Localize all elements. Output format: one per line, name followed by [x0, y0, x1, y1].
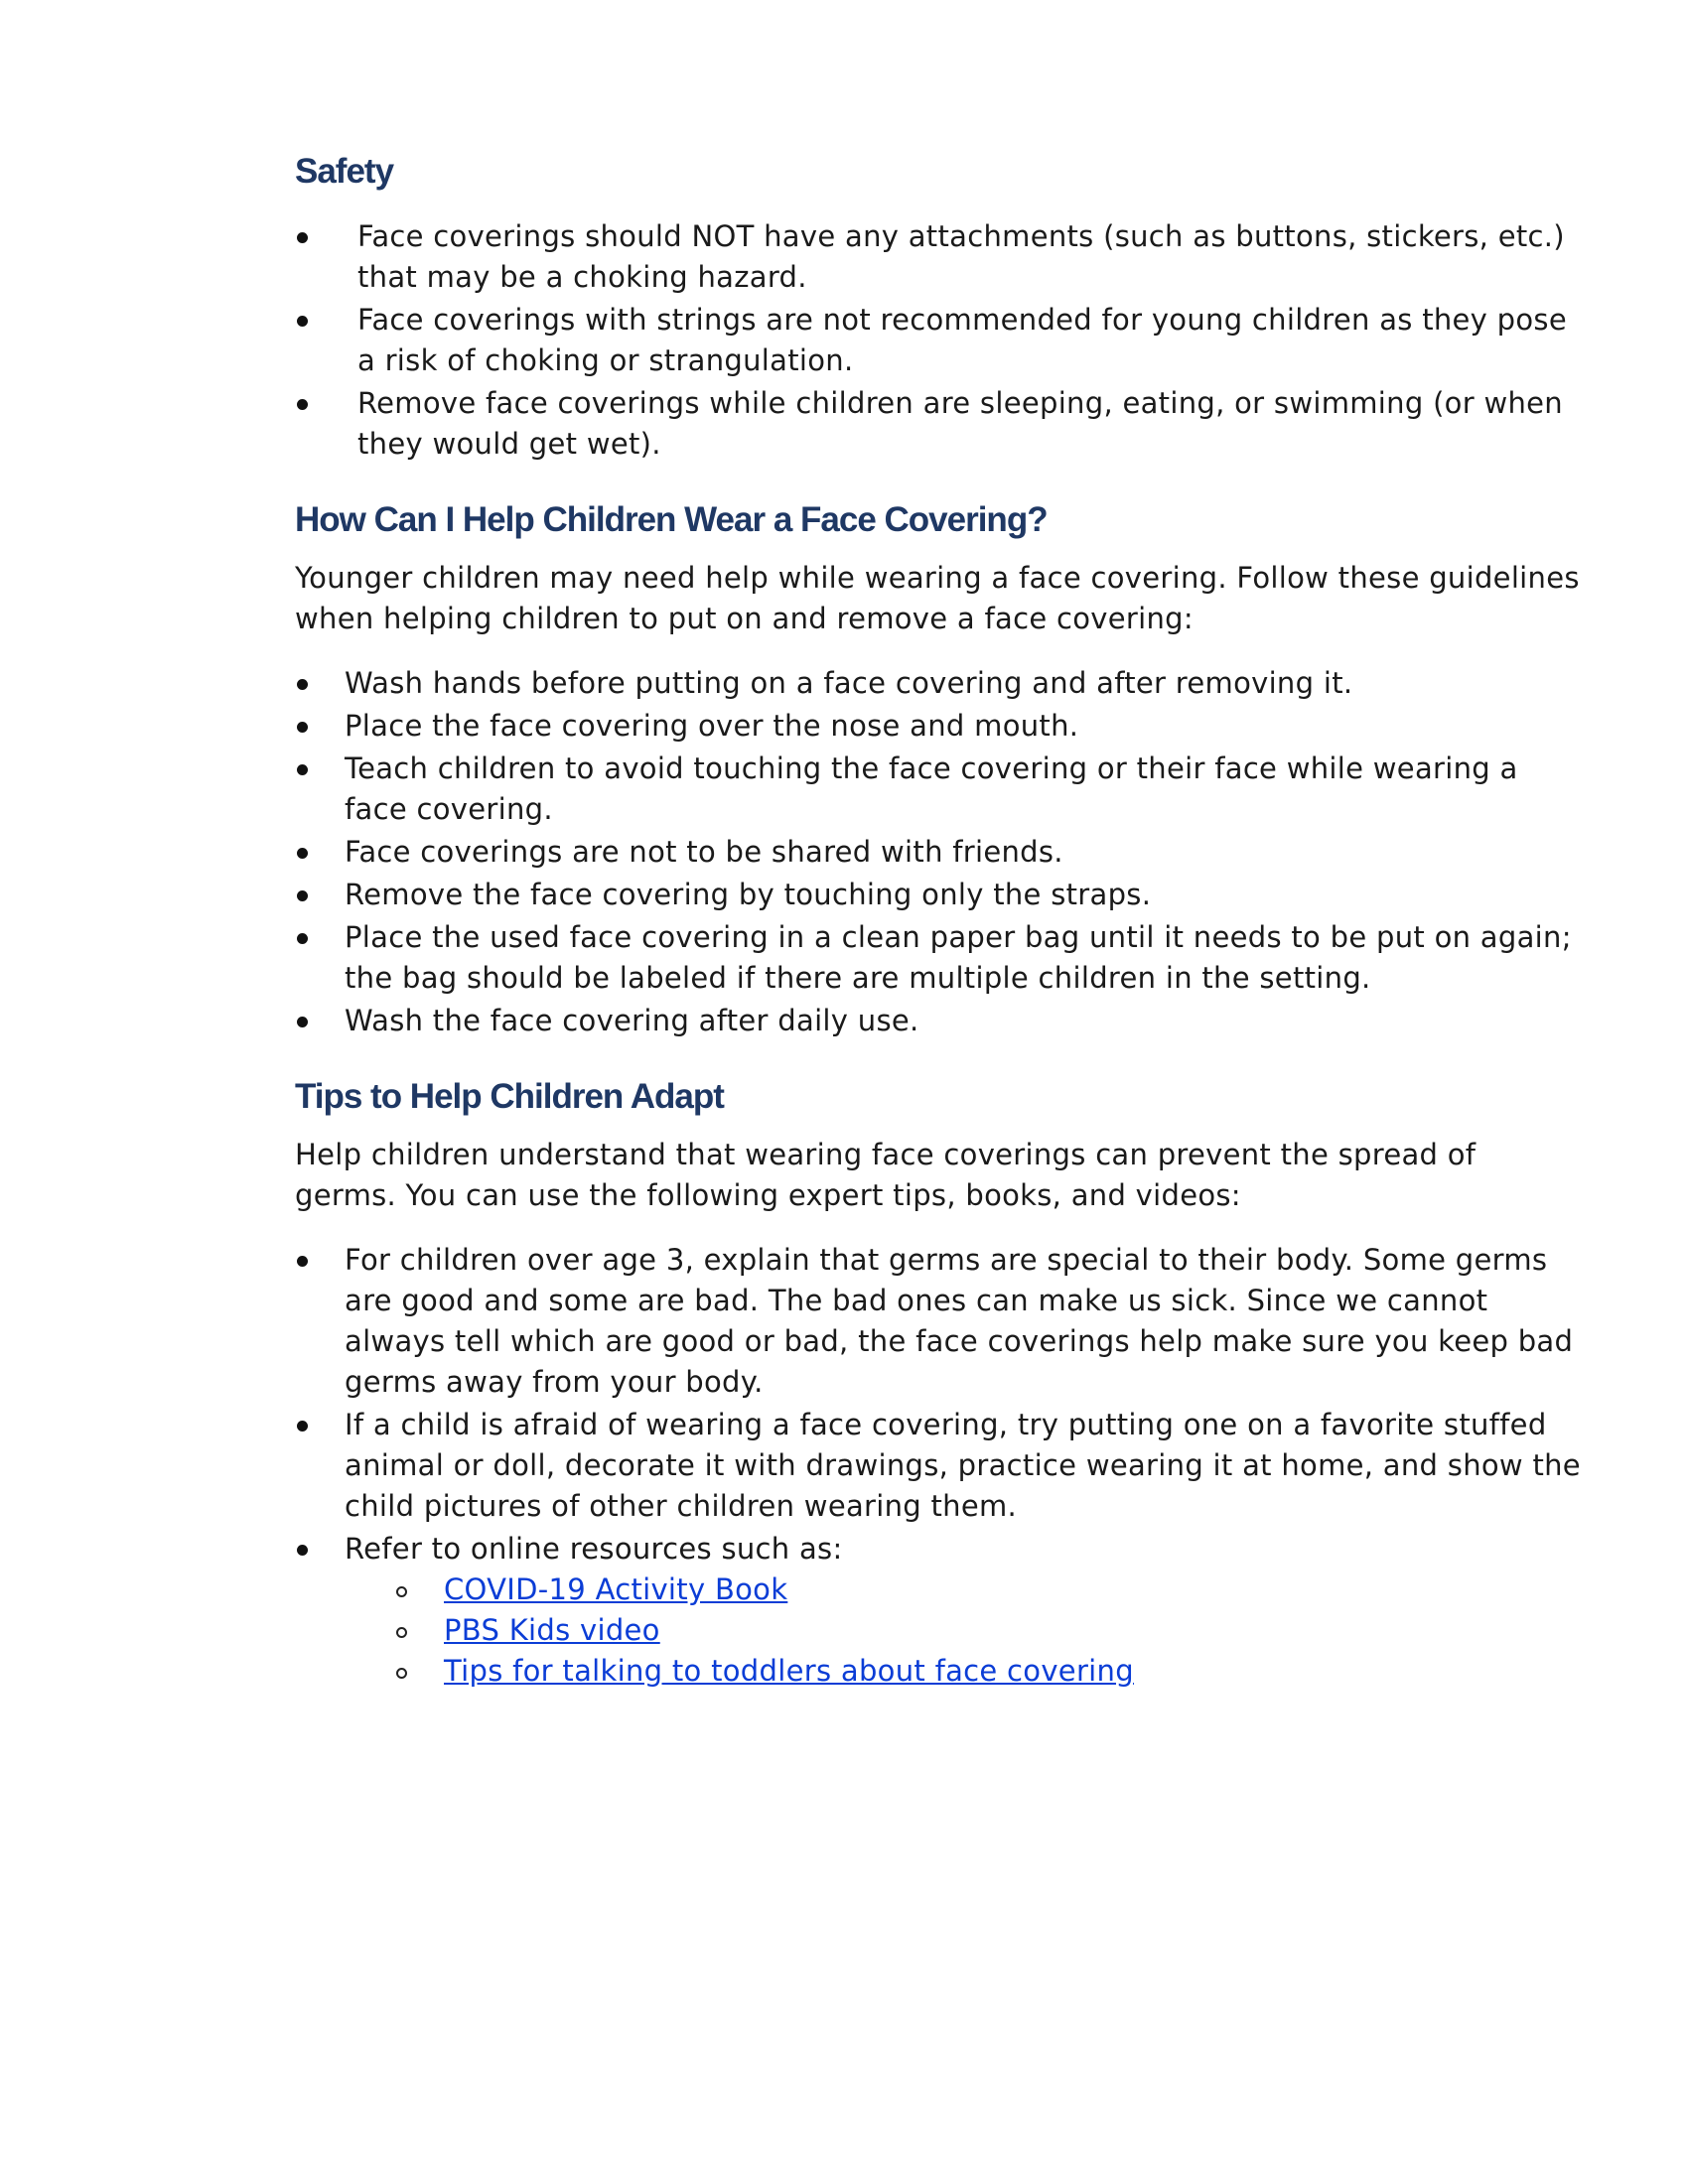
list-item-text: Place the used face covering in a clean paper bag until it needs to be put on again; the bag should be labeled if there are multiple children in the setting.	[345, 920, 1572, 995]
list-item-text: Refer to online resources such as:	[345, 1532, 843, 1566]
list-item-text: Face coverings with strings are not recommended for young children as they pose a risk of choking or strangulation.	[357, 303, 1567, 377]
bullet-icon	[297, 1545, 308, 1556]
bullet-icon	[297, 848, 308, 859]
list-item-text: Remove the face covering by touching only the straps.	[345, 878, 1152, 911]
list-item	[295, 832, 1586, 873]
list-item	[295, 875, 1586, 915]
list-item	[295, 749, 1586, 830]
tips-list	[295, 1240, 1586, 1692]
hollow-bullet-icon	[396, 1627, 407, 1638]
list-item-text: Wash the face covering after daily use.	[345, 1004, 919, 1037]
list-item	[295, 1001, 1586, 1041]
list-item	[295, 663, 1586, 704]
bullet-icon	[297, 890, 308, 901]
list-item	[295, 216, 1586, 298]
list-item-text: Remove face coverings while children are sleeping, eating, or swimming (or when they would get wet).	[357, 386, 1563, 461]
resource-link-item	[295, 1570, 1586, 1610]
hollow-bullet-icon	[396, 1668, 407, 1679]
list-item	[295, 300, 1586, 381]
help-intro: Younger children may need help while wearing a face covering. Follow these guidelines when helping children to put on and remove a face covering:	[295, 561, 1580, 635]
document-page	[295, 149, 1586, 1694]
resource-link-item	[295, 1651, 1586, 1692]
list-item-text: Place the face covering over the nose and mouth.	[345, 709, 1079, 743]
list-item	[295, 1240, 1586, 1403]
list-item-text: For children over age 3, explain that germs are special to their body. Some germs are good and some are bad. The bad ones can make us sick. Since we cannot always tell which are good or bad, the face coverings help make sure you keep bad germs away from your body.	[345, 1243, 1574, 1399]
bullet-icon	[297, 399, 308, 410]
safety-list	[295, 216, 1586, 465]
list-item-text: If a child is afraid of wearing a face covering, try putting one on a favorite stuffed animal or doll, decorate it with drawings, practice wearing it at home, and show the child pictures of other children wearing them.	[345, 1408, 1581, 1523]
list-item	[295, 1405, 1586, 1527]
bullet-icon	[297, 1256, 308, 1267]
hollow-bullet-icon	[396, 1586, 407, 1597]
list-item-text: Face coverings should NOT have any attachments (such as buttons, stickers, etc.) that may be a choking hazard.	[357, 219, 1565, 294]
tips-heading: Tips to Help Children Adapt	[295, 1077, 724, 1116]
bullet-icon	[297, 232, 308, 243]
bullet-icon	[297, 764, 308, 775]
list-item	[295, 383, 1586, 465]
safety-heading: Safety	[295, 152, 394, 191]
covid-activity-book-link[interactable]: COVID-19 Activity Book	[444, 1572, 788, 1606]
list-item	[295, 1529, 1586, 1692]
list-item	[295, 706, 1586, 747]
tips-intro: Help children understand that wearing face coverings can prevent the spread of germs. You can use the following expert tips, books, and videos:	[295, 1138, 1477, 1212]
resource-link-item	[295, 1610, 1586, 1651]
list-item-text: Wash hands before putting on a face covering and after removing it.	[345, 666, 1353, 700]
help-list	[295, 663, 1586, 1041]
list-item	[295, 917, 1586, 999]
bullet-icon	[297, 679, 308, 690]
list-item-text: Face coverings are not to be shared with friends.	[345, 835, 1063, 869]
help-heading: How Can I Help Children Wear a Face Covering?	[295, 500, 1048, 539]
bullet-icon	[297, 933, 308, 944]
pbs-kids-video-link[interactable]: PBS Kids video	[444, 1613, 660, 1647]
bullet-icon	[297, 722, 308, 733]
bullet-icon	[297, 1017, 308, 1027]
bullet-icon	[297, 1421, 308, 1432]
resource-links-list	[345, 1570, 1586, 1692]
list-item-text: Teach children to avoid touching the face covering or their face while wearing a face covering.	[345, 751, 1518, 826]
bullet-icon	[297, 316, 308, 327]
toddler-tips-link[interactable]: Tips for talking to toddlers about face covering	[444, 1654, 1134, 1688]
